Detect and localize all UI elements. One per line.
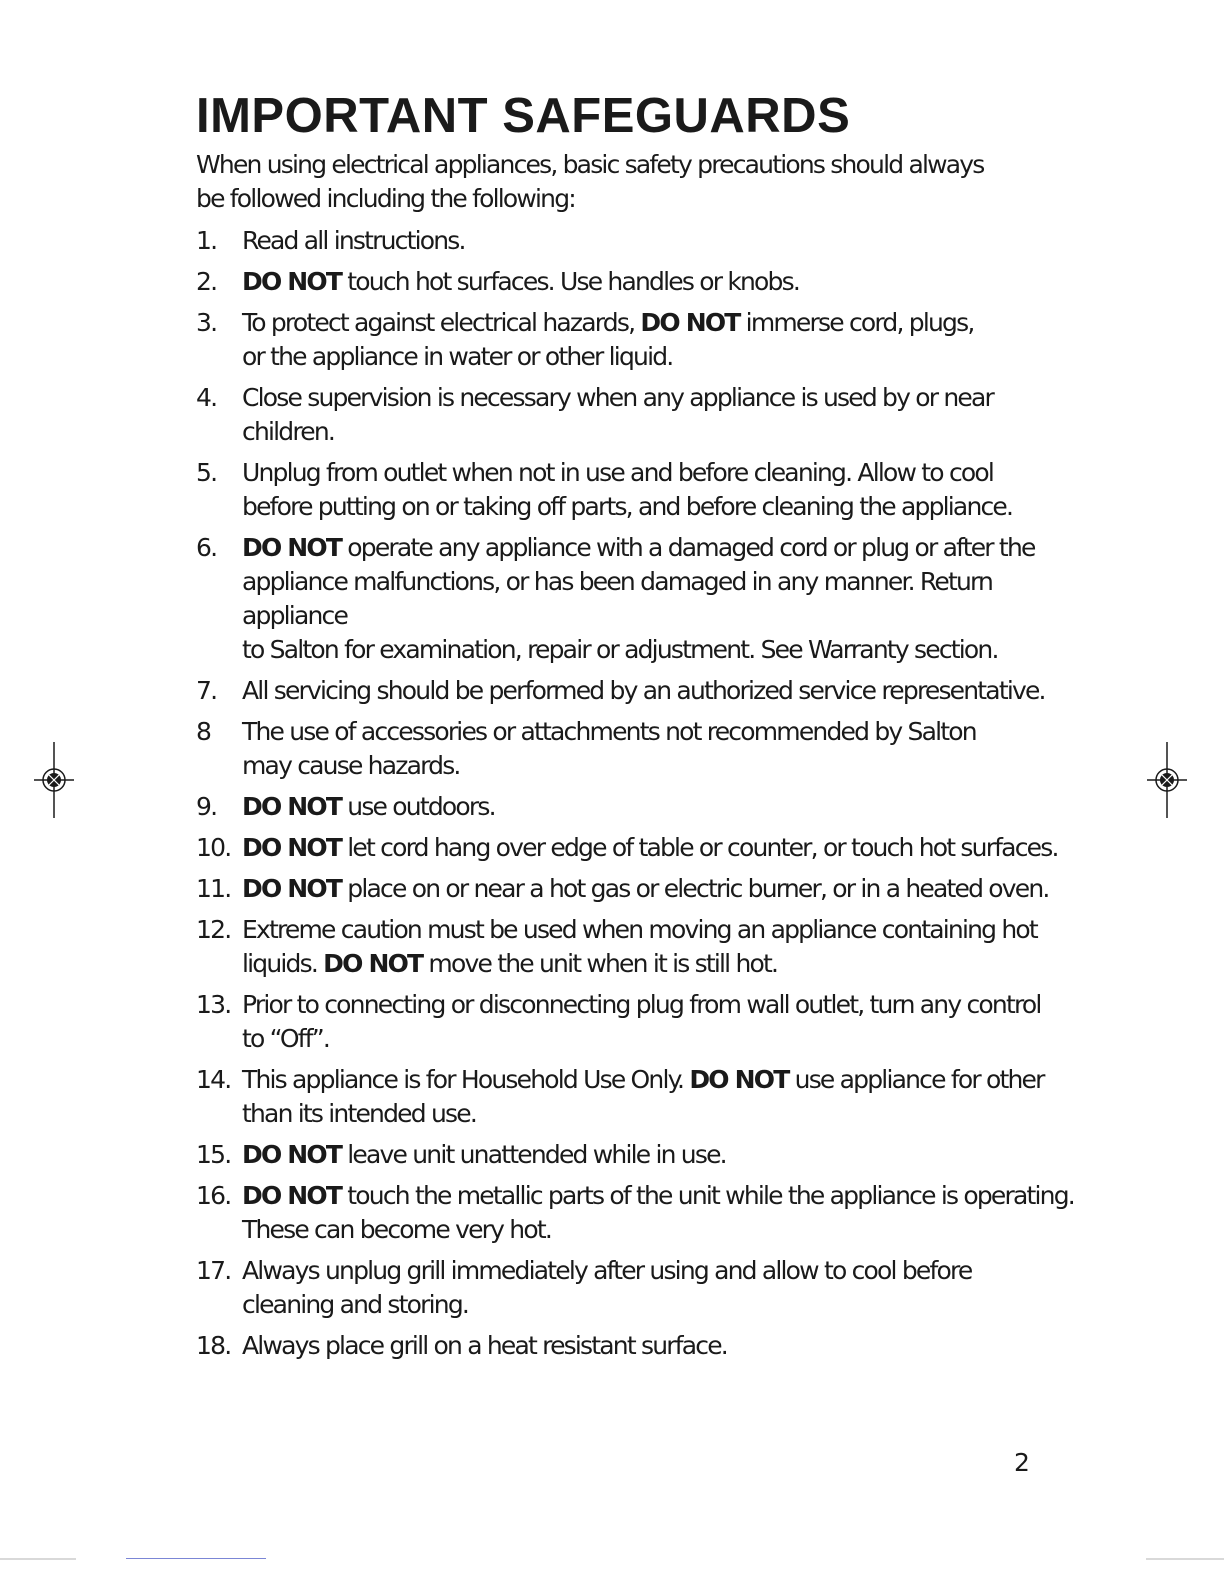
item-text	[242, 1329, 1076, 1363]
item-text-line: These can become very hot.	[242, 1215, 551, 1244]
item-text-line: leave unit unattended while in use.	[341, 1140, 726, 1169]
do-not-emphasis: DO NOT	[242, 874, 342, 903]
item-text-line: before putting on or taking off parts, and before cleaning the appliance.	[242, 492, 1013, 521]
intro-line-1: When using electrical appliances, basic safety precautions should always	[196, 150, 984, 179]
item-number: 14.	[196, 1065, 231, 1094]
item-text-line: Close supervision is necessary when any appliance is used by or near children.	[242, 383, 994, 446]
item-number: 17.	[196, 1256, 231, 1285]
list-item	[196, 913, 1076, 981]
item-number: 11.	[196, 874, 231, 903]
item-number: 12.	[196, 915, 231, 944]
item-text	[242, 381, 1076, 449]
item-text-line: use outdoors.	[341, 792, 495, 821]
list-item	[196, 674, 1076, 708]
item-text-line: Unplug from outlet when not in use and before cleaning. Allow to cool	[242, 458, 994, 487]
item-number: 13.	[196, 990, 231, 1019]
list-item	[196, 224, 1076, 258]
item-text	[242, 1138, 1076, 1172]
item-text	[242, 913, 1076, 981]
item-number: 10.	[196, 833, 231, 862]
item-text	[242, 715, 1076, 783]
item-text	[242, 531, 1076, 667]
do-not-emphasis: DO NOT	[242, 833, 342, 862]
item-text-line: All servicing should be performed by an authorized service representative.	[242, 676, 1045, 705]
item-text-line: to Salton for examination, repair or adjustment. See Warranty section.	[242, 635, 998, 664]
item-text	[242, 1063, 1076, 1131]
item-text-line: Read all instructions.	[242, 226, 465, 255]
item-text	[242, 790, 1076, 824]
item-text-line: cleaning and storing.	[242, 1290, 469, 1319]
list-item	[196, 872, 1076, 906]
do-not-emphasis: DO NOT	[323, 949, 423, 978]
item-text-line: To protect against electrical hazards,	[242, 308, 641, 337]
intro-line-2: be followed including the following:	[196, 184, 575, 213]
safeguards-list	[196, 224, 1076, 1370]
list-item	[196, 1138, 1076, 1172]
item-text-line: Extreme caution must be used when moving an appliance containing hot	[242, 915, 1037, 944]
item-text-line: let cord hang over edge of table or counter, or touch hot surfaces.	[341, 833, 1058, 862]
item-number: 16.	[196, 1181, 231, 1210]
do-not-emphasis: DO NOT	[242, 1140, 342, 1169]
item-text-line: than its intended use.	[242, 1099, 476, 1128]
item-number: 8	[196, 717, 211, 746]
item-text-line: Always unplug grill immediately after using and allow to cool before	[242, 1256, 972, 1285]
item-number: 2.	[196, 267, 217, 296]
page-edge-divider	[126, 1558, 266, 1559]
do-not-emphasis: DO NOT	[242, 533, 342, 562]
item-text-line: immerse cord, plugs,	[739, 308, 974, 337]
item-text	[242, 1254, 1076, 1322]
item-number: 15.	[196, 1140, 231, 1169]
item-text-line: touch hot surfaces. Use handles or knobs.	[341, 267, 799, 296]
item-number: 6.	[196, 533, 217, 562]
item-text-line: touch the metallic parts of the unit while the appliance is operating.	[341, 1181, 1074, 1210]
list-item	[196, 790, 1076, 824]
item-text-line: Always place grill on a heat resistant surface.	[242, 1331, 727, 1360]
do-not-emphasis: DO NOT	[689, 1065, 789, 1094]
list-item	[196, 715, 1076, 783]
list-item	[196, 456, 1076, 524]
list-item	[196, 306, 1076, 374]
item-text-line: place on or near a hot gas or electric burner, or in a heated oven.	[341, 874, 1049, 903]
intro-paragraph	[196, 148, 1016, 216]
item-text-line: may cause hazards.	[242, 751, 460, 780]
do-not-emphasis: DO NOT	[242, 792, 342, 821]
list-item	[196, 531, 1076, 667]
list-item	[196, 831, 1076, 865]
item-text-line: use appliance for other	[788, 1065, 1044, 1094]
do-not-emphasis: DO NOT	[242, 267, 342, 296]
item-text-line: or the appliance in water or other liquid.	[242, 342, 673, 371]
list-item	[196, 1179, 1076, 1247]
item-number: 1.	[196, 226, 217, 255]
item-number: 9.	[196, 792, 217, 821]
item-text	[242, 306, 1076, 374]
page-title: IMPORTANT SAFEGUARDS	[196, 89, 851, 143]
item-text	[242, 988, 1076, 1056]
item-text	[242, 1179, 1076, 1247]
page-edge-divider	[0, 1558, 76, 1560]
item-text	[242, 831, 1076, 865]
list-item	[196, 988, 1076, 1056]
item-text	[242, 224, 1076, 258]
item-text	[242, 456, 1076, 524]
do-not-emphasis: DO NOT	[640, 308, 740, 337]
list-item	[196, 265, 1076, 299]
item-number: 7.	[196, 676, 217, 705]
item-text-line: The use of accessories or attachments not recommended by Salton	[242, 717, 976, 746]
item-number: 4.	[196, 383, 217, 412]
item-text-line: liquids.	[242, 949, 324, 978]
item-number: 3.	[196, 308, 217, 337]
item-text	[242, 674, 1076, 708]
item-text-line: move the unit when it is still hot.	[422, 949, 778, 978]
item-text	[242, 265, 1076, 299]
page-number: 2	[1014, 1448, 1029, 1477]
list-item	[196, 1254, 1076, 1322]
list-item	[196, 381, 1076, 449]
list-item	[196, 1329, 1076, 1363]
item-number: 5.	[196, 458, 217, 487]
item-text-line: operate any appliance with a damaged cord or plug or after the	[341, 533, 1035, 562]
page-edge-divider	[1146, 1558, 1224, 1560]
item-number: 18.	[196, 1331, 231, 1360]
item-text-line: to “Off”.	[242, 1024, 330, 1053]
registration-mark-icon	[1147, 742, 1187, 818]
item-text-line: Prior to connecting or disconnecting plug from wall outlet, turn any control	[242, 990, 1041, 1019]
item-text	[242, 872, 1076, 906]
item-text-line: This appliance is for Household Use Only.	[242, 1065, 690, 1094]
list-item	[196, 1063, 1076, 1131]
registration-mark-icon	[34, 742, 74, 818]
do-not-emphasis: DO NOT	[242, 1181, 342, 1210]
item-text-line: appliance malfunctions, or has been damaged in any manner. Return appliance	[242, 567, 993, 630]
